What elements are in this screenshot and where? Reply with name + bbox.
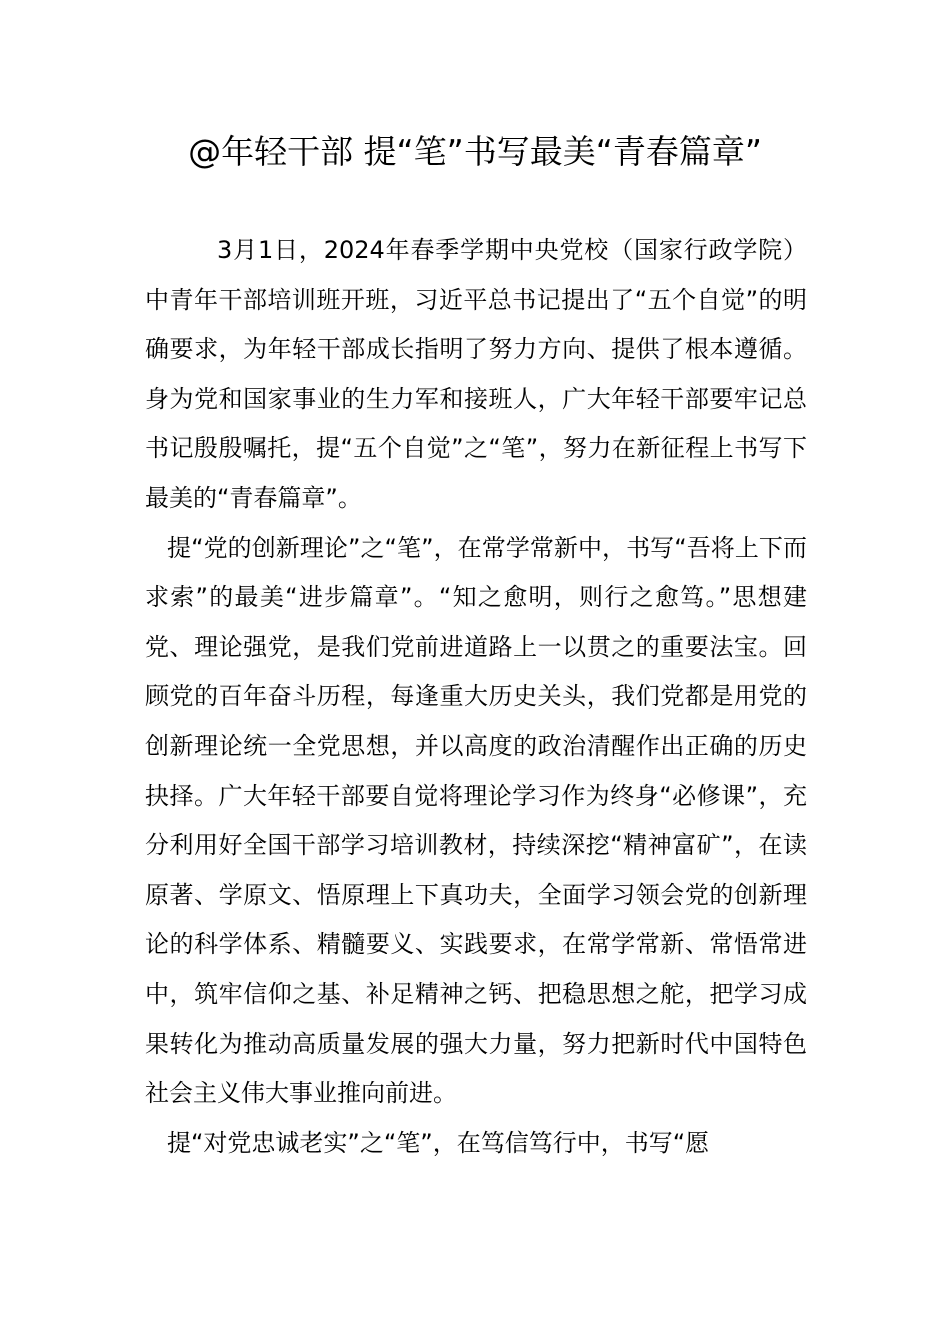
paragraph-innovation-theory: 提“党的创新理论”之“笔”，在常学常新中，书写“吾将上下而求索”的最美“进步篇章”。“知之愈明，则行之愈笃。”思想建党、理论强党，是我们党前进道路上一以贯之的重要法宝。回顾党的百年奋斗历程，每逢重大历史关头，我们党都是用党的创新理论统一全党思想，并以高度的政治清醒作出正确的历史抉择。广大年轻干部要自觉将理论学习作为终身“必修课”，充分利用好全国干部学习培训教材，持续深挖“精神富矿”，在读原著、学原文、悟原理上下真功夫，全面学习领会党的创新理论的科学体系、精髓要义、实践要求，在常学常新、常悟常进中，筑牢信仰之基、补足精神之钙、把稳思想之舵，把学习成果转化为推动高质量发展的强大力量，努力把新时代中国特色社会主义伟大事业推向前进。 xyxy=(145,533,807,1108)
paragraph-loyalty: 提“对党忠诚老实”之“笔”，在笃信笃行中，书写“愿 xyxy=(167,1128,710,1157)
paragraph-intro: 3月1日，2024年春季学期中央党校（国家行政学院）中青年干部培训班开班，习近平总书记提出了“五个自觉”的明确要求，为年轻干部成长指明了努力方向、提供了根本遵循。身为党和国家事业的生力军和接班人，广大年轻干部要牢记总书记殷殷嘱托，提“五个自觉”之“笔”，努力在新征程上书写下最美的“青春篇章”。 xyxy=(145,236,807,512)
document-body xyxy=(145,226,807,1168)
document-title: @年轻干部 提“笔”书写最美“青春篇章” xyxy=(188,132,762,171)
